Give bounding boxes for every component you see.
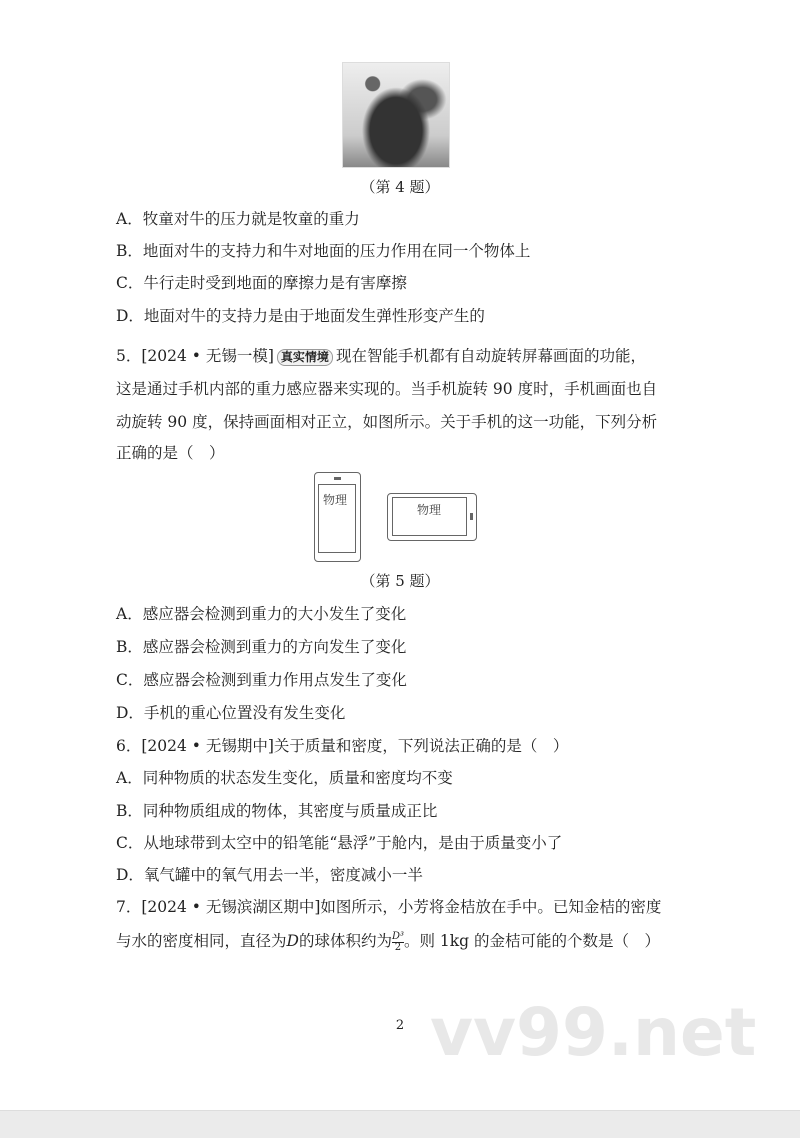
q7-stem-line1: 7．[2024 • 无锡滨湖区期中]如图所示，小芳将金桔放在手中。已知金桔的密度 bbox=[116, 898, 662, 916]
q7-variable: D bbox=[286, 932, 299, 950]
q5-source: [2024 • 无锡一模] bbox=[141, 347, 274, 365]
q4-option-c: C．牛行走时受到地面的摩擦力是有害摩擦 bbox=[116, 274, 407, 292]
q5-stem-line2: 这是通过手机内部的重力感应器来实现的。当手机旋转 90 度时，手机画面也自 bbox=[116, 380, 658, 398]
q7-text: 。则 1kg 的金桔可能的个数是（ ） bbox=[404, 932, 661, 950]
fraction-numerator: D³ bbox=[391, 930, 404, 942]
q5-stem-line4: 正确的是（ ） bbox=[116, 444, 225, 462]
q6-option-a: A．同种物质的状态发生变化，质量和密度均不变 bbox=[116, 769, 453, 787]
fraction-denominator: 2 bbox=[392, 942, 404, 953]
q5-stem-line3: 动旋转 90 度，保持画面相对正立，如图所示。关于手机的这一功能，下列分析 bbox=[116, 413, 658, 431]
screen-text: 物理 bbox=[323, 493, 348, 507]
viewer-bottom-bar bbox=[0, 1110, 800, 1138]
q4-option-a: A．牧童对牛的压力就是牧童的重力 bbox=[116, 210, 360, 228]
q5-option-c: C．感应器会检测到重力作用点发生了变化 bbox=[116, 671, 407, 689]
q4-option-b: B．地面对牛的支持力和牛对地面的压力作用在同一个物体上 bbox=[116, 242, 531, 260]
figure-caption-q5: （第 5 题） bbox=[360, 572, 440, 590]
q5-option-b: B．感应器会检测到重力的方向发生了变化 bbox=[116, 638, 407, 656]
watermark: vv99.net bbox=[430, 994, 757, 1071]
q6-option-b: B．同种物质组成的物体，其密度与质量成正比 bbox=[116, 802, 438, 820]
screen-text: 物理 bbox=[417, 503, 442, 517]
q4-option-d: D．地面对牛的支持力是由于地面发生弹性形变产生的 bbox=[116, 307, 485, 325]
q5-option-a: A．感应器会检测到重力的大小发生了变化 bbox=[116, 605, 407, 623]
q5-option-d: D．手机的重心位置没有发生变化 bbox=[116, 704, 346, 722]
phone-portrait bbox=[314, 472, 361, 562]
q5-text: 现在智能手机都有自动旋转屏幕画面的功能， bbox=[335, 347, 646, 365]
q7-text: 的球体积约为 bbox=[298, 932, 392, 950]
q7-stem-line2 bbox=[116, 931, 660, 953]
q6-stem: 6．[2024 • 无锡期中]关于质量和密度，下列说法正确的是（ ） bbox=[116, 737, 569, 755]
real-context-tag: 真实情境 bbox=[277, 349, 333, 366]
q5-number: 5． bbox=[116, 347, 142, 365]
herdboy-ox-painting bbox=[342, 62, 450, 168]
page-number: 2 bbox=[395, 1018, 405, 1033]
q5-stem-line1 bbox=[116, 346, 646, 366]
q6-option-c: C．从地球带到太空中的铅笔能“悬浮”于舱内，是由于质量变小了 bbox=[116, 834, 563, 852]
button-icon bbox=[470, 513, 473, 520]
phone-screen bbox=[392, 497, 467, 536]
q6-option-d: D．氧气罐中的氧气用去一半，密度减小一半 bbox=[116, 866, 423, 884]
phone-landscape bbox=[387, 493, 477, 541]
phone-screen bbox=[318, 484, 356, 553]
figure-caption-q4: （第 4 题） bbox=[360, 178, 440, 196]
button-icon bbox=[334, 477, 341, 480]
q7-text: 与水的密度相同，直径为 bbox=[116, 932, 287, 950]
volume-fraction bbox=[392, 932, 404, 953]
